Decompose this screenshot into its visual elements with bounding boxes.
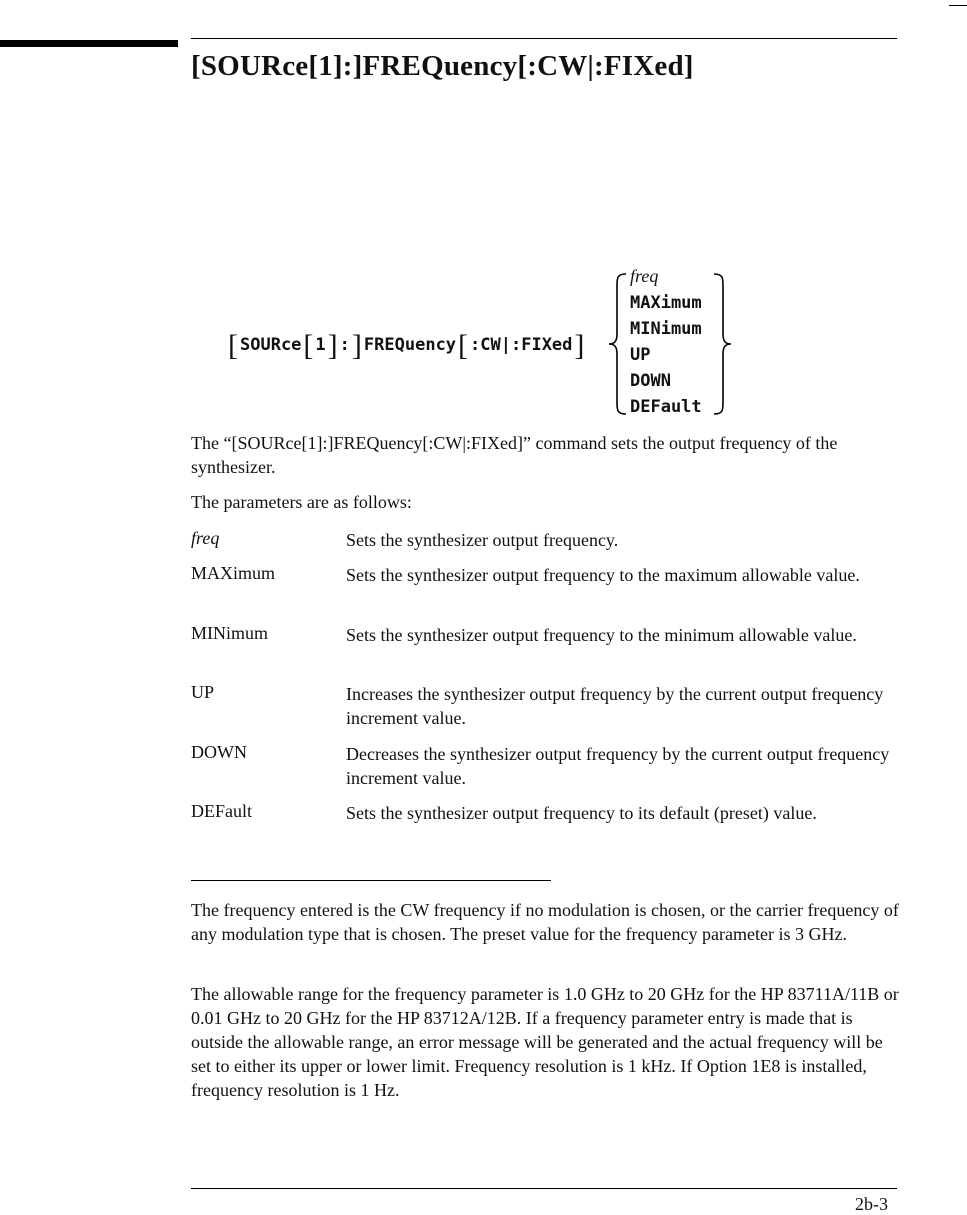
bracket-open: [: [228, 329, 238, 362]
page-number: 2b-3: [855, 1194, 888, 1214]
bracket-open: [: [458, 329, 469, 362]
syntax-one: 1: [315, 335, 326, 355]
syntax-frequency: FREQuency: [363, 335, 457, 355]
option-default: DEFault: [630, 397, 702, 417]
params-intro: The parameters are as follows:: [191, 492, 412, 512]
bracket-open: [: [303, 329, 314, 362]
param-desc: Increases the synthesizer output frequency by the current output frequency increment value.: [346, 684, 884, 728]
note-paragraph: The frequency entered is the CW frequency if no modulation is chosen, or the carrier frequency of any modulation type that is chosen. The preset value for the frequency parameter is 3 GHz.: [191, 900, 899, 944]
option-maximum: MAXimum: [630, 293, 702, 313]
param-desc: Sets the synthesizer output frequency to the maximum allowable value.: [346, 565, 860, 585]
option-up: UP: [630, 345, 651, 365]
range-paragraph: The allowable range for the frequency parameter is 1.0 GHz to 20 GHz for the HP 83711A/11B or 0.01 GHz to 20 GHz for the HP 83712A/12B. If a frequency parameter entry is made that is outside the allowable range, an error message will be generated and the actual frequency will be set to either its upper or lower limit. Frequency resolution is 1 kHz. If Option 1E8 is installed, frequency resolution is 1 Hz.: [191, 984, 899, 1100]
syntax-command: [226, 329, 586, 363]
right-brace: [710, 272, 734, 417]
section-bar: [0, 40, 178, 47]
syntax-source: SOURce: [240, 335, 302, 355]
param-term: DEFault: [191, 801, 252, 821]
syntax-colon: :: [339, 335, 350, 355]
intro-paragraph: The “[SOURce[1]:]FREQuency[:CW|:FIXed]” command sets the output frequency of the synthesizer.: [191, 433, 838, 477]
param-term: DOWN: [191, 742, 247, 762]
param-term: MAXimum: [191, 563, 276, 583]
bracket-close: ]: [351, 329, 362, 362]
bracket-close: ]: [574, 329, 585, 362]
param-term: MINimum: [191, 623, 269, 643]
top-rule: [191, 38, 897, 39]
param-desc: Decreases the synthesizer output frequency by the current output frequency increment value.: [346, 744, 890, 788]
left-brace: [606, 272, 630, 417]
page-title: [SOURce[1]:]FREQuency[:CW|:FIXed]: [191, 50, 694, 82]
option-down: DOWN: [630, 371, 671, 391]
param-desc: Sets the synthesizer output frequency.: [346, 530, 619, 550]
option-freq: freq: [630, 266, 659, 286]
param-term: UP: [191, 682, 215, 702]
bottom-rule: [191, 1188, 897, 1189]
syntax-cw-fixed: :CW|:FIXed: [470, 335, 573, 355]
param-desc: Sets the synthesizer output frequency to its default (preset) value.: [346, 803, 817, 823]
param-desc: Sets the synthesizer output frequency to the minimum allowable value.: [346, 625, 857, 645]
option-minimum: MINimum: [630, 319, 702, 339]
divider: [191, 880, 551, 881]
corner-mark: [949, 5, 967, 6]
param-term: freq: [191, 528, 220, 548]
bracket-close: ]: [327, 329, 338, 362]
